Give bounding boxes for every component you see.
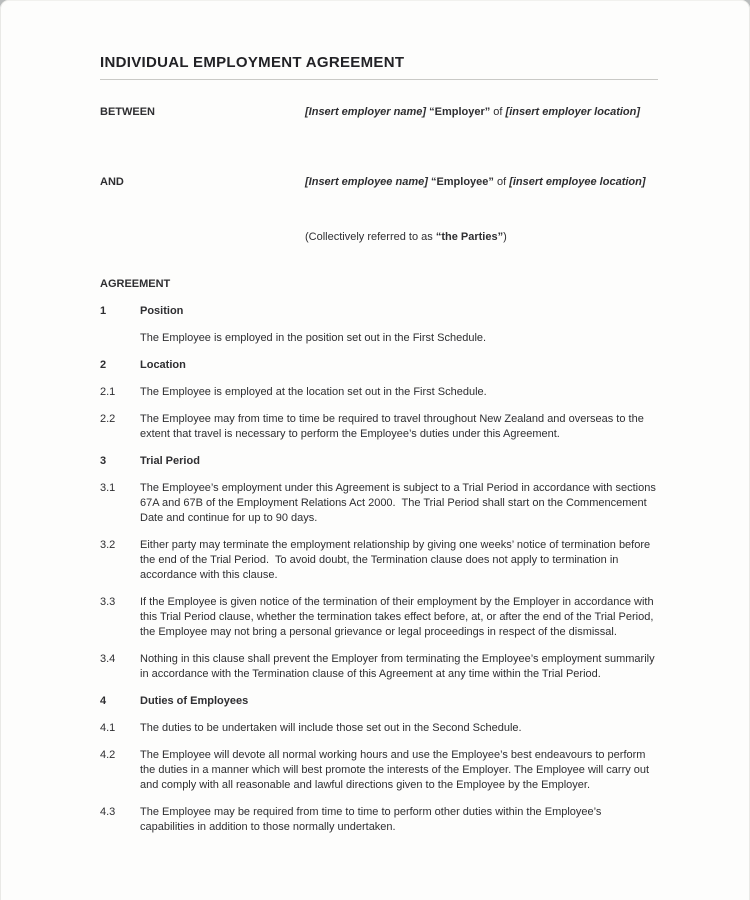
section-heading: Location [140,359,186,371]
party-row-employer [100,105,658,120]
clause-text: If the Employee is given notice of the termination of their employment by the Employer in accordance with this Trial Period clause, whether the termination takes effect before, at, or after the end of the Trial Period, the Employee may not bring a personal grievance or legal proceedings in respect of the dismissal. [140,596,657,638]
clause-number [100,331,140,346]
collective-suffix: ) [503,231,507,243]
clause-number: 4.1 [100,722,116,734]
employee-term: “Employee” [430,176,494,188]
clause-text: The duties to be undertaken will include those set out in the Second Schedule. [140,722,522,734]
party-label-between: BETWEEN [100,106,155,118]
clause-row [100,748,658,793]
clause-row [100,538,658,583]
clause-number: 3.1 [100,482,116,494]
clause-number: 2.2 [100,413,116,425]
clause-row [100,481,658,526]
clause-row [100,805,658,835]
clause-number: 3.4 [100,653,116,665]
clause-number: 3 [100,455,107,467]
collective-reference-line [305,230,658,245]
employer-term: “Employer” [429,106,491,118]
clause-number: 2 [100,359,107,371]
employee-connector: of [493,176,510,188]
clause-number: 3.3 [100,596,116,608]
section-heading: Trial Period [140,455,200,467]
clause-number: 3.2 [100,539,116,551]
agreement-heading: AGREEMENT [100,278,171,290]
clause-row [100,385,658,400]
clause-text: The Employee may from time to time be required to travel throughout New Zealand and overseas to the extent that travel is necessary to perform the Employee’s duties under this Agreement. [140,413,647,440]
employee-name-placeholder: [Insert employee name] [305,176,428,188]
party-text-employee [305,175,658,190]
clause-row [100,412,658,442]
employer-name-placeholder: [Insert employer name] [305,106,427,118]
clause-text: The Employee may be required from time to time to perform other duties within the Employee’s capabilities in addition to those normally undertaken. [140,806,605,833]
clause-number: 4 [100,695,107,707]
section-heading: Duties of Employees [140,695,249,707]
collective-prefix: (Collectively referred to as [305,231,436,243]
clause-row [100,652,658,682]
clause-number: 4.3 [100,806,116,818]
document-content [100,54,658,847]
section-heading-row [100,358,658,373]
clause-text: Either party may terminate the employment relationship by giving one weeks’ notice of termination before the end of the Trial Period. To avoid doubt, the Termination clause does not apply to termination in accordance with this clause. [140,539,654,581]
agreement-sections [100,304,658,835]
employee-location-placeholder: [insert employee location] [509,176,646,188]
clause-number: 1 [100,305,107,317]
party-row-employee [100,175,658,190]
section-heading-row [100,454,658,469]
clause-number: 4.2 [100,749,116,761]
collective-term: “the Parties” [435,231,504,243]
party-label-and: AND [100,176,124,188]
section-heading: Position [140,305,184,317]
clause-text: Nothing in this clause shall prevent the Employer from terminating the Employee’s employment summarily in accordance with the Termination clause of this Agreement at any time within the Trial Period. [140,653,658,680]
clause-row [100,595,658,640]
clause-text: The Employee is employed at the location set out in the First Schedule. [140,386,487,398]
document-title: INDIVIDUAL EMPLOYMENT AGREEMENT [100,54,658,80]
employer-connector: of [490,106,506,118]
section-heading-row [100,304,658,319]
employer-location-placeholder: [insert employer location] [505,106,641,118]
section-heading-row [100,694,658,709]
party-text-employer [305,105,658,120]
clause-row [100,331,658,346]
clause-text: The Employee’s employment under this Agreement is subject to a Trial Period in accordance with sections 67A and 67B of the Employment Relations Act 2000. The Trial Period shall start on the Commencement Date and continue for up to 90 days. [140,482,659,524]
clause-number: 2.1 [100,386,116,398]
clause-text: The Employee is employed in the position set out in the First Schedule. [140,332,487,344]
clause-text: The Employee will devote all normal working hours and use the Employee’s best endeavours to perform the duties in a manner which will best promote the interests of the Employer. The Employee will carry out and comply with all reasonable and lawful directions given to the Employee by the Employer. [140,749,653,791]
clause-row [100,721,658,736]
